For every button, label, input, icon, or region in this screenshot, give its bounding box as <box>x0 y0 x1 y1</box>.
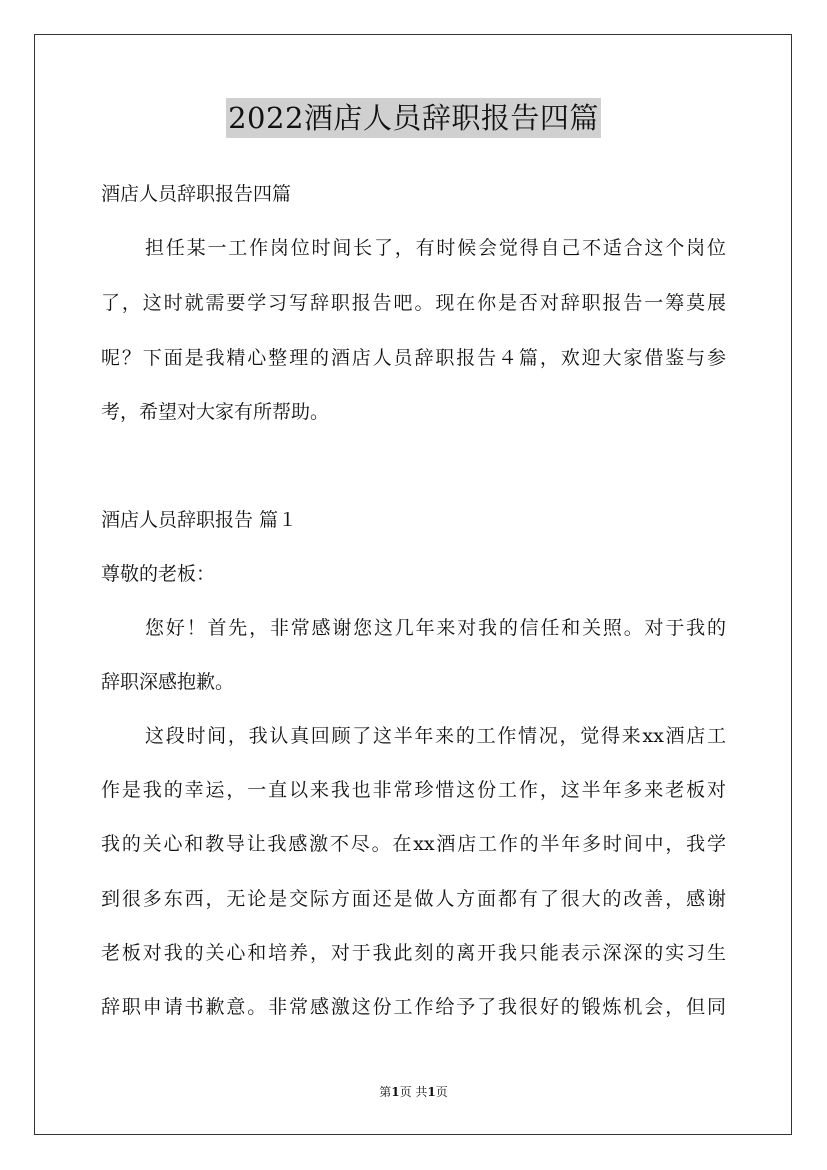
salutation: 尊敬的老板： <box>101 563 216 585</box>
para2-line-1: 这段时间，我认真回顾了这半年来的工作情况，觉得来xx酒店工 <box>145 725 726 747</box>
footer-page-current: 1 <box>391 1085 400 1099</box>
footer-mid: 页 共 <box>399 1085 428 1099</box>
section-heading: 酒店人员辞职报告 篇１ <box>101 509 298 531</box>
para2-line-2: 作是我的幸运，一直以来我也非常珍惜这份工作，这半年多来老板对 <box>101 779 726 801</box>
para2-line-4: 到很多东西，无论是交际方面还是做人方面都有了很大的改善，感谢 <box>101 888 726 910</box>
intro-line-4: 考，希望对大家有所帮助。 <box>101 401 330 423</box>
para1-line-1: 您好！首先，非常感谢您这几年来对我的信任和关照。对于我的 <box>145 617 726 639</box>
para2-line-3: 我的关心和教导让我感激不尽。在xx酒店工作的半年多时间中，我学 <box>101 833 726 855</box>
footer-suffix: 页 <box>435 1085 448 1099</box>
footer-page-total: 1 <box>427 1085 436 1099</box>
title-container <box>0 98 827 138</box>
para1-line-2: 辞职深感抱歉。 <box>101 671 235 693</box>
intro-line-1: 担任某一工作岗位时间长了，有时候会觉得自己不适合这个岗位 <box>145 237 726 259</box>
footer-prefix: 第 <box>379 1085 392 1099</box>
page-footer <box>0 1084 827 1100</box>
intro-line-2: 了，这时就需要学习写辞职报告吧。现在你是否对辞职报告一筹莫展 <box>101 292 726 314</box>
intro-line-3: 呢？下面是我精心整理的酒店人员辞职报告４篇，欢迎大家借鉴与参 <box>101 347 726 369</box>
document-title: 2022酒店人员辞职报告四篇 <box>226 98 601 138</box>
para2-line-5: 老板对我的关心和培养，对于我此刻的离开我只能表示深深的实习生 <box>101 942 726 964</box>
para2-line-6: 辞职申请书歉意。非常感激这份工作给予了我很好的锻炼机会，但同 <box>101 996 726 1018</box>
document-subtitle: 酒店人员辞职报告四篇 <box>101 183 292 205</box>
